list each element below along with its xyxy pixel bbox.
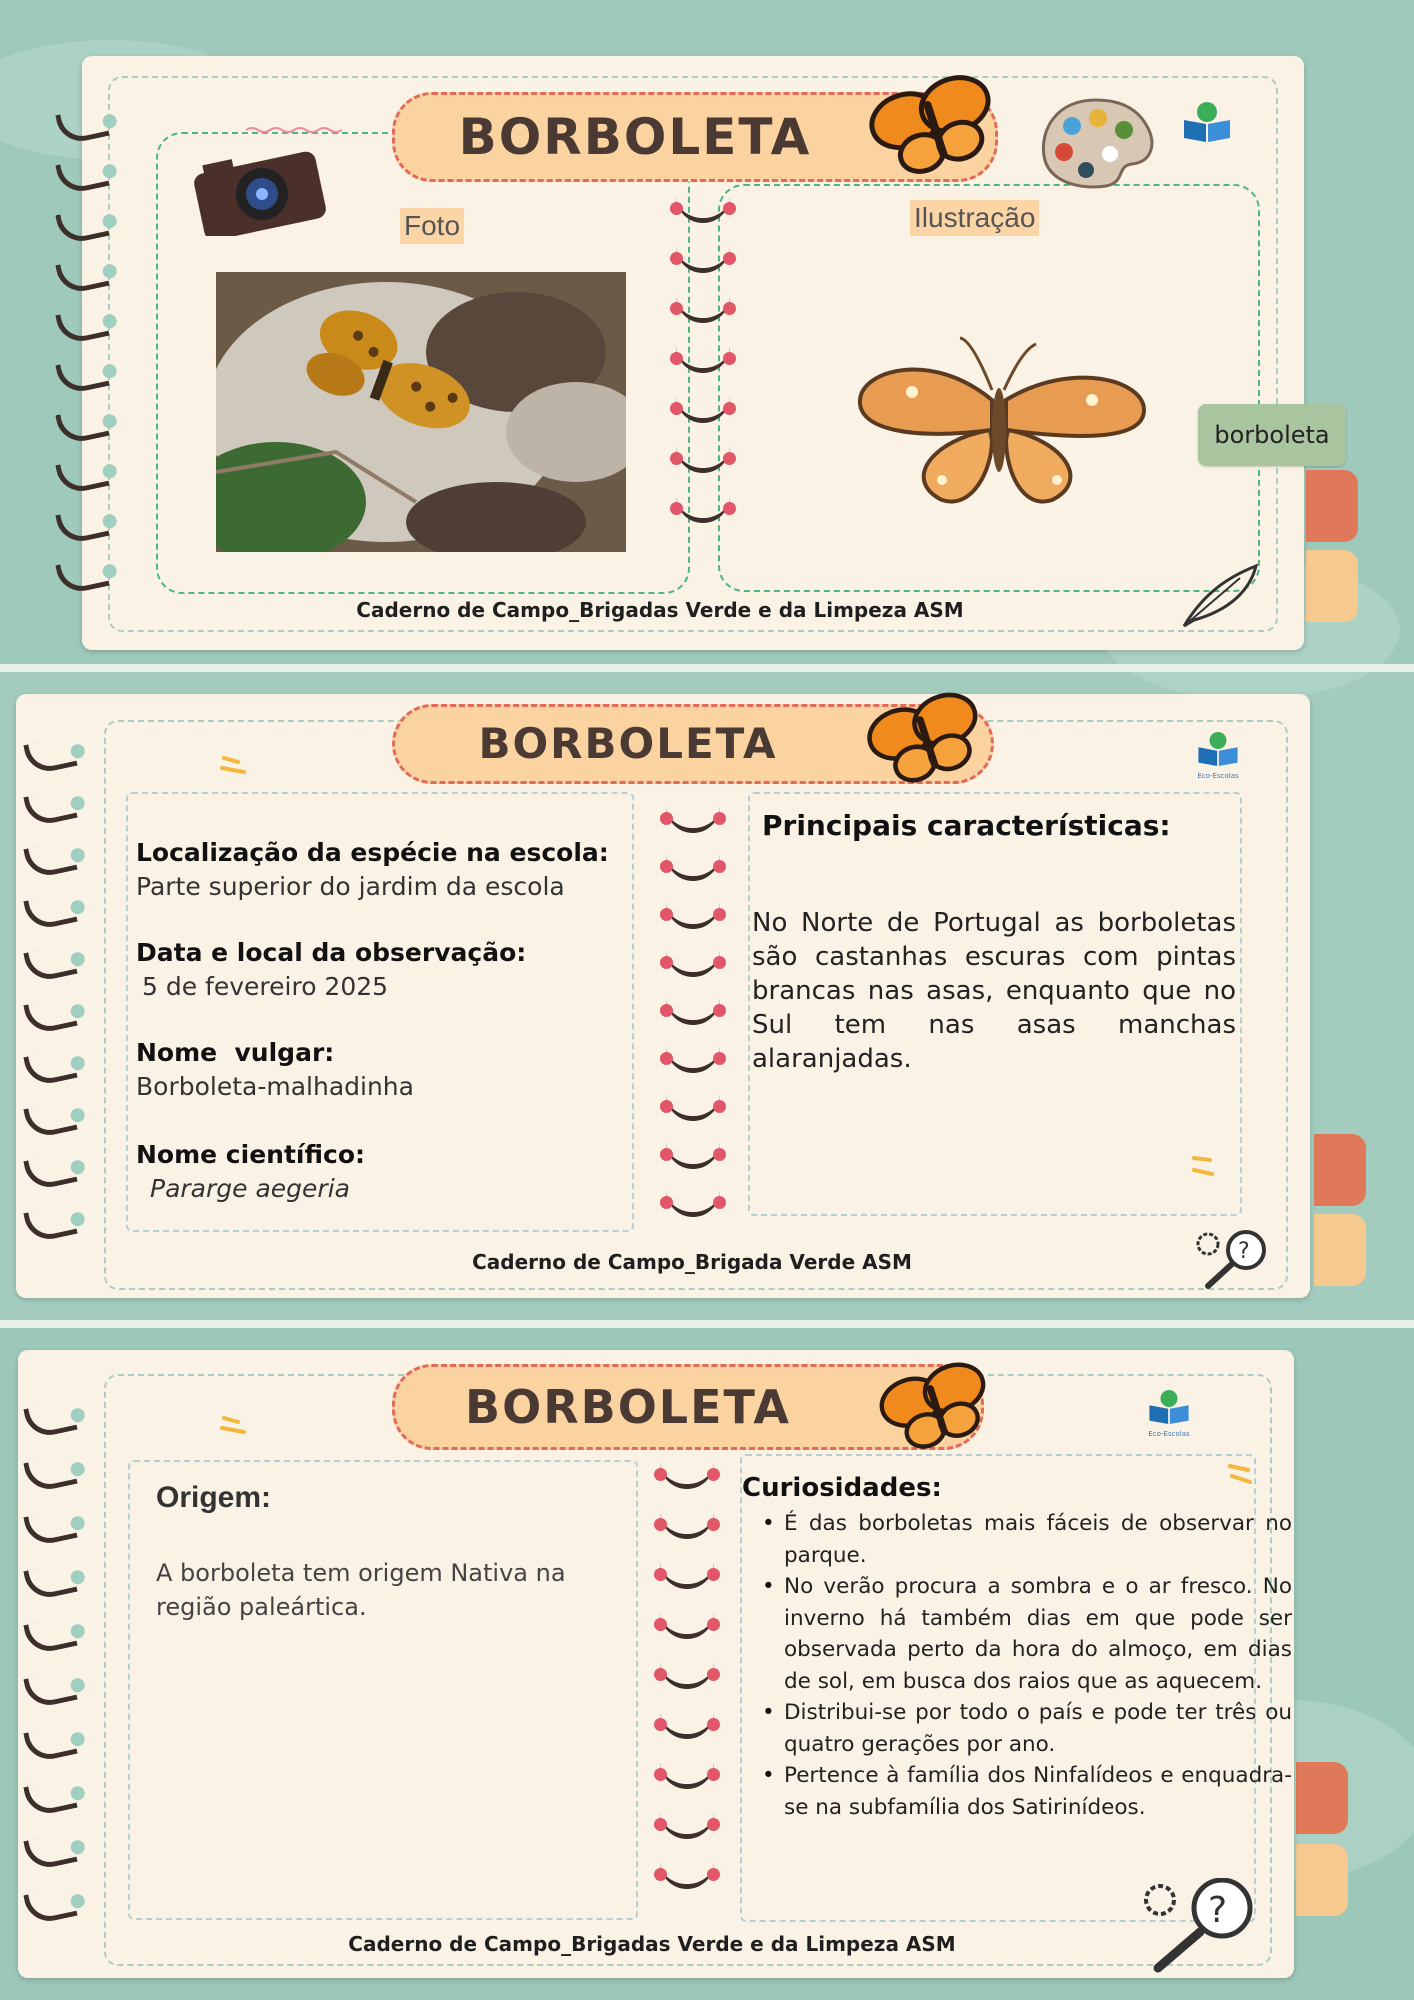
wavy-decoration: [246, 126, 342, 134]
photo-label: Foto: [400, 208, 464, 244]
palette-icon: [1036, 94, 1158, 194]
page-title: BORBOLETA: [392, 92, 998, 182]
origin-box: [128, 1460, 638, 1920]
eco-escolas-caption: Eco-Escolas: [1148, 1430, 1190, 1438]
features-text: No Norte de Portugal as borboletas são castanhas escuras com pintas brancas nas asas, enquanto que no Sul tem nas asas manchas alaranjadas.: [752, 908, 1236, 1074]
svg-text:?: ?: [1208, 1890, 1228, 1931]
curiosity-item: • É das borboletas mais fáceis de observar no parque.: [784, 1508, 1292, 1571]
page-footer: Caderno de Campo_Brigadas Verde e da Limpeza ASM: [356, 598, 964, 622]
common-name-value: Borboleta-malhadinha: [136, 1072, 414, 1101]
butterfly-icon: [856, 688, 996, 788]
eco-escolas-logo: [1138, 1388, 1200, 1438]
camera-icon: [190, 140, 330, 236]
scientific-name-value: Pararge aegeria: [150, 1174, 350, 1203]
curiosities-list: [744, 1508, 1292, 1823]
date-value: 5 de fevereiro 2025: [142, 972, 389, 1001]
svg-text:?: ?: [1238, 1239, 1250, 1264]
origin-title: Origem:: [156, 1481, 272, 1514]
curiosity-item: • No verão procura a sombra e o ar fresco. No inverno há também dias em que pode ser observada perto da hora do almoço, em dias de sol, em busca dos raios que as aquecem.: [784, 1571, 1292, 1697]
sparkle-decoration: [220, 752, 250, 776]
magnifier-question-icon: [1138, 1878, 1264, 1974]
origin-text: A borboleta tem origem Nativa na região paleártica.: [156, 1559, 566, 1621]
sparkle-decoration: [1190, 1152, 1218, 1178]
eco-escolas-logo: [1188, 730, 1248, 780]
illustration-label: Ilustração: [910, 200, 1039, 236]
slide-divider: [0, 664, 1414, 672]
tab-red[interactable]: [1314, 1134, 1366, 1206]
butterfly-icon: [864, 70, 1004, 180]
sparkle-decoration: [1226, 1460, 1254, 1484]
eco-escolas-caption: Eco-Escolas: [1197, 772, 1239, 780]
curiosity-item: • Distribui-se por todo o país e pode ter três ou quatro gerações por ano.: [784, 1697, 1292, 1760]
features-title: Principais características:: [762, 809, 1171, 842]
curiosity-item: • Pertence à família dos Ninfalídeos e enquadra-se na subfamília dos Satirinídeos.: [784, 1760, 1292, 1823]
borboleta-tag[interactable]: borboleta: [1198, 404, 1346, 466]
common-name-label: Nome vulgar:: [136, 1038, 335, 1067]
page-footer: Caderno de Campo_Brigada Verde ASM: [472, 1250, 912, 1274]
tab-red[interactable]: [1306, 470, 1358, 542]
curiosities-title: Curiosidades:: [742, 1473, 942, 1503]
eco-escolas-logo: [1180, 100, 1234, 144]
slide-divider: [0, 1320, 1414, 1328]
tab-yellow[interactable]: [1296, 1844, 1348, 1916]
date-label: Data e local da observação:: [136, 938, 527, 967]
scientific-name-label: Nome científico:: [136, 1140, 365, 1169]
butterfly-photo: [216, 272, 626, 552]
page-footer: Caderno de Campo_Brigadas Verde e da Limpeza ASM: [348, 1932, 956, 1956]
page-title: BORBOLETA: [392, 1364, 984, 1450]
sparkle-decoration: [220, 1412, 250, 1436]
location-value: Parte superior do jardim da escola: [136, 872, 565, 901]
location-label: Localização da espécie na escola:: [136, 838, 609, 867]
info-content: [136, 836, 646, 1206]
page-title: BORBOLETA: [392, 704, 994, 784]
tab-red[interactable]: [1296, 1762, 1348, 1834]
butterfly-icon: [872, 1358, 1000, 1454]
butterfly-illustration: [852, 330, 1152, 510]
